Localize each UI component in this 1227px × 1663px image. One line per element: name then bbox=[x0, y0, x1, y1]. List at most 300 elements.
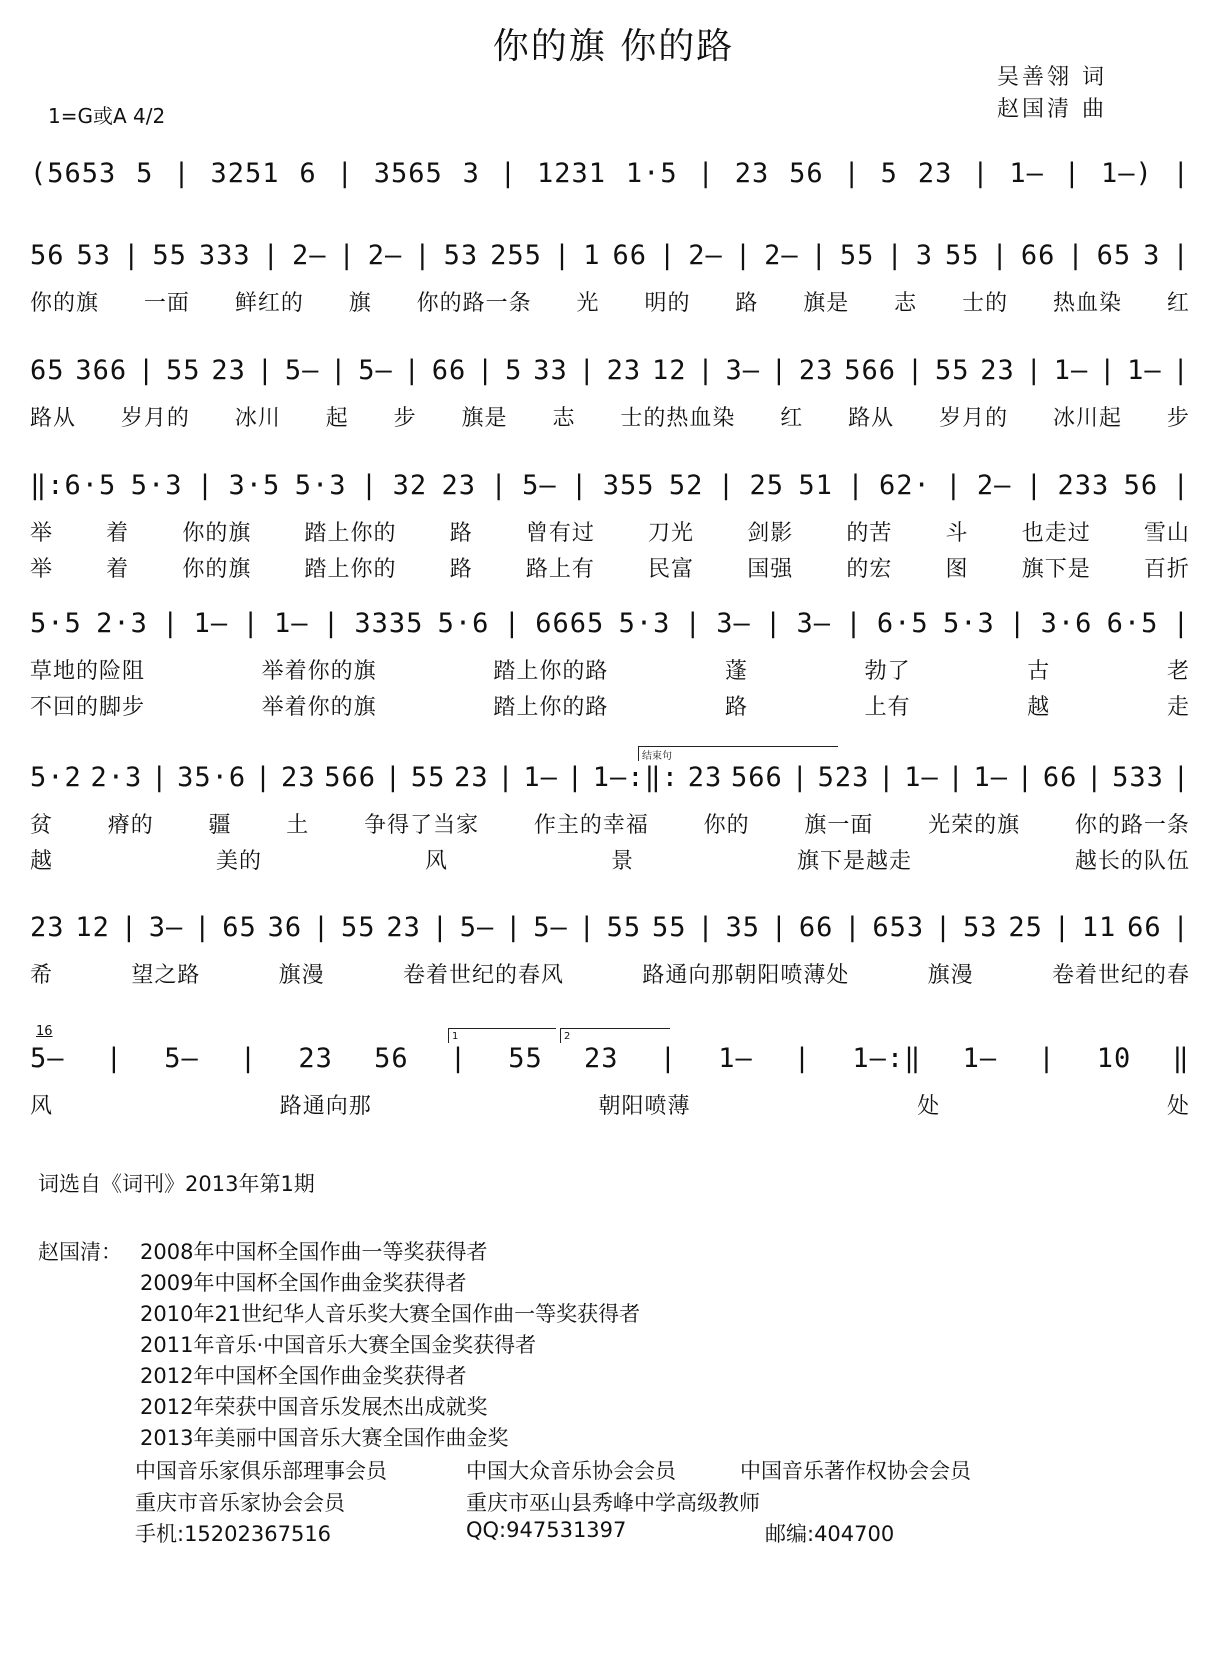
note-group: 23 bbox=[980, 355, 1015, 386]
lyric-word: 你的旗 bbox=[30, 291, 100, 316]
note-group: 1— bbox=[904, 762, 939, 793]
lyric-verse-1 bbox=[30, 654, 1190, 685]
barline: | bbox=[1172, 608, 1190, 639]
note-group: 5 bbox=[505, 355, 523, 386]
note-group: 566 bbox=[731, 762, 783, 793]
barline: | bbox=[137, 355, 156, 386]
note-group: 566 bbox=[324, 762, 377, 793]
barline: | bbox=[449, 1043, 468, 1074]
barline: ‖:6·5 bbox=[30, 470, 117, 501]
lyric-word: 红 bbox=[780, 406, 804, 431]
barline: | bbox=[906, 355, 925, 386]
note-group: 1— bbox=[718, 1043, 753, 1074]
award-line: 2013年美丽中国音乐大赛全国作曲金奖 bbox=[140, 1426, 509, 1450]
barline: | bbox=[151, 762, 169, 793]
barline: | bbox=[934, 912, 953, 943]
note-group: 1— bbox=[1009, 158, 1044, 189]
notation-line bbox=[30, 912, 1190, 943]
lyric-word: 士的热血染 bbox=[620, 406, 736, 431]
lyric-word: 民富 bbox=[648, 557, 695, 582]
barline: | bbox=[697, 912, 715, 943]
note-group: 1231 bbox=[536, 158, 606, 189]
lyric-word: 勃了 bbox=[864, 659, 911, 684]
composer-credit: 赵国清 曲 bbox=[997, 97, 1107, 122]
note-group: 5— bbox=[164, 1043, 199, 1074]
note-group: 2— bbox=[291, 240, 327, 271]
lyric-word: 旗一面 bbox=[804, 813, 874, 838]
barline: | bbox=[717, 470, 736, 501]
lyric-word: 光荣的旗 bbox=[928, 813, 1021, 838]
note-group: 23 bbox=[30, 912, 65, 943]
lyric-word: 旗是 bbox=[803, 291, 850, 316]
notation-line bbox=[30, 355, 1190, 386]
lyric-word: 冰川 bbox=[234, 406, 281, 431]
lyric-word: 百折 bbox=[1143, 557, 1190, 582]
note-group: 66 bbox=[1127, 912, 1162, 943]
lyric-word: 国强 bbox=[747, 557, 794, 582]
lyric-word: 红 bbox=[1166, 291, 1190, 316]
lyric-word: 的宏 bbox=[846, 557, 893, 582]
note-group: 56 bbox=[374, 1043, 409, 1074]
postcode: 邮编:404700 bbox=[765, 1522, 895, 1546]
lyric-word: 处 bbox=[1166, 1094, 1190, 1119]
note-group: 23 bbox=[280, 762, 316, 793]
membership: 中国音乐家俱乐部理事会员 bbox=[135, 1459, 387, 1483]
lyric-word: 路 bbox=[724, 695, 748, 720]
award-line: 2008年中国杯全国作曲一等奖获得者 bbox=[140, 1240, 488, 1264]
note-group: 55 bbox=[166, 355, 201, 386]
note-group: 5— bbox=[358, 355, 393, 386]
barline: | bbox=[945, 470, 963, 501]
lyric-word: 曾有过 bbox=[525, 521, 595, 546]
lyric-verse-2 bbox=[30, 844, 1190, 875]
lyric-word: 鲜红的 bbox=[234, 291, 304, 316]
note-group: 2— bbox=[976, 470, 1012, 501]
barline: | bbox=[162, 608, 180, 639]
note-group: 66 bbox=[1020, 240, 1056, 271]
barline: | bbox=[503, 608, 521, 639]
barline: | bbox=[886, 240, 904, 271]
teacher-title: 重庆市巫山县秀峰中学高级教师 bbox=[466, 1491, 760, 1515]
volta-second-ending bbox=[560, 1028, 670, 1043]
lyric-word: 朝阳喷薄 bbox=[598, 1094, 691, 1119]
lyric-word: 刀光 bbox=[648, 521, 695, 546]
barline: | bbox=[566, 762, 584, 793]
barline: | bbox=[330, 355, 348, 386]
barline: | bbox=[770, 355, 789, 386]
barline: | bbox=[105, 1043, 123, 1074]
award-line: 2012年荣获中国音乐发展杰出成就奖 bbox=[140, 1395, 488, 1419]
note-group: 23 bbox=[917, 158, 953, 189]
note-group: 5 bbox=[880, 158, 898, 189]
membership: 中国音乐著作权协会会员 bbox=[740, 1459, 971, 1483]
note-group: 11 bbox=[1081, 912, 1117, 943]
note-group: 23 bbox=[298, 1043, 333, 1074]
barline: | bbox=[947, 762, 965, 793]
note-group: 1— bbox=[1127, 355, 1162, 386]
key-signature: 1=G或A 4/2 bbox=[48, 104, 166, 128]
note-group: 55 bbox=[652, 912, 687, 943]
lyric-word: 一面 bbox=[143, 291, 190, 316]
lyric-word: 志 bbox=[552, 406, 576, 431]
award-line: 2009年中国杯全国作曲金奖获得者 bbox=[140, 1271, 467, 1295]
score-system bbox=[30, 240, 1190, 350]
lyric-word: 贫 bbox=[30, 813, 54, 838]
barline: | bbox=[322, 608, 341, 639]
note-group: 2— bbox=[688, 240, 723, 271]
barline: | bbox=[847, 470, 865, 501]
note-group: 55 bbox=[934, 355, 970, 386]
lyric-word: 光 bbox=[576, 291, 600, 316]
lyric-word: 步 bbox=[1166, 406, 1190, 431]
lyric-word: 着 bbox=[106, 557, 130, 582]
barline: | bbox=[497, 762, 515, 793]
end-phrase-bracket bbox=[638, 746, 838, 761]
barline: | bbox=[1025, 355, 1043, 386]
note-group: 3— bbox=[796, 608, 832, 639]
lyric-word: 土 bbox=[286, 813, 310, 838]
lyric-word: 争得了当家 bbox=[364, 813, 480, 838]
barline: | bbox=[810, 240, 828, 271]
note-group: 66 bbox=[798, 912, 834, 943]
lyric-word: 你的路一条 bbox=[416, 291, 532, 316]
volta-second-number: 2 bbox=[564, 1031, 571, 1042]
lyric-word: 踏上你的 bbox=[304, 557, 397, 582]
note-group: 25 bbox=[749, 470, 784, 501]
barline: | bbox=[1038, 1043, 1056, 1074]
note-group: 32 bbox=[392, 470, 428, 501]
note-group: 6·5 bbox=[876, 608, 929, 639]
end-phrase-label: 结束句 bbox=[642, 751, 672, 762]
note-group: 55 bbox=[606, 912, 642, 943]
lyric-word: 路通向那 bbox=[279, 1094, 372, 1119]
note-group: 3251 bbox=[210, 158, 280, 189]
lyric-word: 踏上你的 bbox=[304, 521, 397, 546]
barline: | bbox=[256, 355, 274, 386]
lyric-word: 明的 bbox=[644, 291, 691, 316]
note-group: 5— bbox=[30, 1043, 65, 1074]
note-group: 12 bbox=[75, 912, 110, 943]
lyric-word: 希 bbox=[30, 963, 54, 988]
note-group: 23 bbox=[386, 912, 421, 943]
barline: | bbox=[499, 158, 518, 189]
membership: 重庆市音乐家协会会员 bbox=[135, 1491, 345, 1515]
note-group: 3— bbox=[716, 608, 751, 639]
lyric-word: 路从 bbox=[848, 406, 895, 431]
note-group: 255 bbox=[490, 240, 542, 271]
barline: | bbox=[1086, 762, 1104, 793]
barline: 1—:‖ bbox=[852, 1043, 922, 1074]
note-group: 5·5 bbox=[30, 608, 82, 639]
lyric-verse-1 bbox=[30, 808, 1190, 839]
lyric-word: 举 bbox=[30, 521, 54, 546]
barline: | bbox=[684, 608, 702, 639]
note-group: 3565 bbox=[373, 158, 443, 189]
barline: | bbox=[793, 1043, 812, 1074]
note-group: 1·5 bbox=[625, 158, 678, 189]
barline: | bbox=[1009, 608, 1027, 639]
note-group: 56 bbox=[789, 158, 824, 189]
lyric-word: 雪山 bbox=[1143, 521, 1190, 546]
volta-first-ending bbox=[448, 1028, 556, 1043]
qq-number: QQ:947531397 bbox=[466, 1518, 627, 1542]
barline: | bbox=[123, 240, 141, 271]
barline: | bbox=[1025, 470, 1044, 501]
notation-line bbox=[30, 1043, 1190, 1074]
lyric-word: 作主的幸福 bbox=[533, 813, 649, 838]
lyric-word: 岁月的 bbox=[120, 406, 190, 431]
note-group: 55 bbox=[341, 912, 376, 943]
lyric-word: 路 bbox=[449, 521, 473, 546]
lyric-verse-1 bbox=[30, 516, 1190, 547]
barline: | bbox=[414, 240, 432, 271]
lyric-word: 岁月的 bbox=[939, 406, 1009, 431]
volta-first-number: 1 bbox=[452, 1031, 459, 1042]
lyric-word: 蓬 bbox=[724, 659, 748, 684]
note-group: 5·3 bbox=[618, 608, 671, 639]
barline: 1—:‖: bbox=[592, 762, 679, 793]
lyric-word: 路从 bbox=[30, 406, 77, 431]
barline: | bbox=[844, 912, 862, 943]
lyric-word: 不回的脚步 bbox=[30, 695, 146, 720]
note-group: 3·5 bbox=[228, 470, 281, 501]
note-group: 1— bbox=[1053, 355, 1089, 386]
notation-line bbox=[30, 608, 1190, 639]
note-group: 53 bbox=[443, 240, 479, 271]
lyric-word: 越 bbox=[1027, 695, 1051, 720]
note-group: 5— bbox=[459, 912, 495, 943]
score-system bbox=[30, 912, 1190, 1022]
barline: | bbox=[659, 240, 677, 271]
barline: | bbox=[194, 912, 212, 943]
lyric-word: 踏上你的路 bbox=[493, 659, 609, 684]
note-group: 566 bbox=[844, 355, 897, 386]
lyric-word: 踏上你的路 bbox=[493, 695, 609, 720]
note-group: 55 bbox=[945, 240, 980, 271]
note-group: (5653 bbox=[30, 158, 117, 189]
barline: | bbox=[991, 240, 1009, 271]
page-title: 你的旗 你的路 bbox=[492, 26, 735, 67]
note-group: 5·3 bbox=[294, 470, 347, 501]
note-group: 23 bbox=[734, 158, 770, 189]
barline: | bbox=[360, 470, 379, 501]
note-group: 65 bbox=[1096, 240, 1132, 271]
note-group: 12 bbox=[652, 355, 687, 386]
lyric-word: 疆 bbox=[208, 813, 232, 838]
note-group: 2·3 bbox=[96, 608, 148, 639]
notation-line bbox=[30, 240, 1190, 271]
notation-line bbox=[30, 158, 1190, 189]
lyric-word: 步 bbox=[393, 406, 417, 431]
barline: | bbox=[697, 158, 715, 189]
lyric-word: 你的旗 bbox=[182, 557, 252, 582]
lyric-verse-1 bbox=[30, 286, 1190, 317]
note-group: 2·3 bbox=[90, 762, 143, 793]
lyric-word: 你的路一条 bbox=[1074, 813, 1190, 838]
score-system bbox=[30, 762, 1190, 872]
barline: | bbox=[1063, 158, 1082, 189]
lyric-word: 举 bbox=[30, 557, 54, 582]
lyric-word: 风 bbox=[30, 1094, 54, 1119]
note-group: 233 bbox=[1057, 470, 1110, 501]
barline: | bbox=[196, 470, 215, 501]
note-group: 3 bbox=[462, 158, 480, 189]
lyric-word: 瘠的 bbox=[107, 813, 154, 838]
note-group: 653 bbox=[872, 912, 925, 943]
barline: | bbox=[1099, 355, 1117, 386]
note-group: 65 bbox=[222, 912, 257, 943]
note-group: 56 bbox=[1123, 470, 1159, 501]
score-system bbox=[30, 470, 1190, 580]
note-group: 51 bbox=[798, 470, 833, 501]
note-group: 33 bbox=[533, 355, 568, 386]
lyric-word: 路通向那朝阳喷薄处 bbox=[642, 963, 850, 988]
notation-line bbox=[30, 470, 1190, 501]
note-group: 3 bbox=[1143, 240, 1161, 271]
note-group: 355 bbox=[602, 470, 655, 501]
lyric-word: 旗漫 bbox=[278, 963, 325, 988]
lyric-word: 士的 bbox=[962, 291, 1009, 316]
lyric-word: 卷着世纪的春 bbox=[1051, 963, 1190, 988]
barline: | bbox=[845, 608, 863, 639]
barline: | bbox=[242, 608, 260, 639]
lyric-word: 走 bbox=[1166, 695, 1190, 720]
lyric-word: 热血染 bbox=[1052, 291, 1122, 316]
note-group: 56 bbox=[30, 240, 65, 271]
lyrics-source: 词选自《词刊》2013年第1期 bbox=[38, 1172, 315, 1196]
note-group: 5— bbox=[533, 912, 568, 943]
barline: | bbox=[765, 608, 783, 639]
barline: | bbox=[120, 912, 138, 943]
note-group: 62· bbox=[879, 470, 931, 501]
note-group: 533 bbox=[1112, 762, 1164, 793]
lyric-word: 古 bbox=[1027, 659, 1051, 684]
note-group: 1 bbox=[583, 240, 601, 271]
barline: | bbox=[553, 240, 572, 271]
note-group: 3— bbox=[148, 912, 184, 943]
award-line: 2010年21世纪华人音乐奖大赛全国作曲一等奖获得者 bbox=[140, 1302, 641, 1326]
barline: | bbox=[1172, 470, 1190, 501]
note-group: 333 bbox=[198, 240, 251, 271]
lyric-word: 志 bbox=[894, 291, 918, 316]
note-group: 53 bbox=[963, 912, 998, 943]
barline: | bbox=[734, 240, 753, 271]
note-group: 23 bbox=[606, 355, 642, 386]
note-group: 55 bbox=[410, 762, 446, 793]
lyric-word: 草地的险阻 bbox=[30, 659, 146, 684]
lyric-word: 路上有 bbox=[525, 557, 595, 582]
barline: | bbox=[173, 158, 191, 189]
lyricist-credit: 吴善翎 词 bbox=[997, 65, 1107, 90]
barline: | bbox=[1053, 912, 1071, 943]
note-group: 23 bbox=[798, 355, 834, 386]
note-group: 52 bbox=[668, 470, 704, 501]
note-group: 10 bbox=[1096, 1043, 1132, 1074]
note-group: 1—) bbox=[1100, 158, 1153, 189]
note-group: 3·6 bbox=[1040, 608, 1093, 639]
lyric-word: 举着你的旗 bbox=[261, 695, 377, 720]
lyric-word: 旗下是 bbox=[1021, 557, 1091, 582]
lyric-word: 望之路 bbox=[131, 963, 201, 988]
lyric-word: 越 bbox=[30, 849, 54, 874]
barline: | bbox=[1172, 240, 1190, 271]
lyric-word: 起 bbox=[325, 406, 349, 431]
note-group: 523 bbox=[817, 762, 870, 793]
lyric-word: 上有 bbox=[864, 695, 911, 720]
barline: | bbox=[403, 355, 421, 386]
note-group: 36 bbox=[267, 912, 303, 943]
barline: | bbox=[239, 1043, 258, 1074]
lyric-word: 路 bbox=[735, 291, 759, 316]
note-group: 5— bbox=[284, 355, 320, 386]
note-group: 5 bbox=[136, 158, 154, 189]
award-line: 2011年音乐·中国音乐大赛全国金奖获得者 bbox=[140, 1333, 537, 1357]
lyric-word: 卷着世纪的春风 bbox=[402, 963, 564, 988]
lyric-verse-2 bbox=[30, 690, 1190, 721]
note-group: 3— bbox=[725, 355, 760, 386]
grace-note: 16 bbox=[36, 1024, 53, 1039]
note-group: 2— bbox=[367, 240, 403, 271]
lyric-word: 旗是 bbox=[461, 406, 508, 431]
note-group: 35·6 bbox=[177, 762, 247, 793]
barline: | bbox=[791, 762, 809, 793]
note-group: 3335 bbox=[354, 608, 424, 639]
membership: 中国大众音乐协会会员 bbox=[466, 1459, 676, 1483]
note-group: 3 bbox=[915, 240, 933, 271]
note-group: 23 bbox=[687, 762, 723, 793]
score-system bbox=[30, 608, 1190, 718]
note-group: 5— bbox=[522, 470, 557, 501]
note-group: 6665 bbox=[535, 608, 605, 639]
lyric-word: 旗下是越走 bbox=[796, 849, 912, 874]
note-group: 53 bbox=[76, 240, 112, 271]
note-group: 23 bbox=[584, 1043, 619, 1074]
note-group: 6 bbox=[299, 158, 317, 189]
barline: | bbox=[843, 158, 861, 189]
note-group: 1— bbox=[973, 762, 1009, 793]
lyric-word: 越长的队伍 bbox=[1074, 849, 1190, 874]
note-group: 2— bbox=[764, 240, 799, 271]
lyric-word: 也走过 bbox=[1021, 521, 1091, 546]
lyric-word: 旗漫 bbox=[927, 963, 974, 988]
note-group: 55 bbox=[839, 240, 875, 271]
lyric-word: 剑影 bbox=[747, 521, 794, 546]
lyric-word: 路 bbox=[449, 557, 473, 582]
lyric-word: 冰川起 bbox=[1052, 406, 1122, 431]
lyric-word: 的苦 bbox=[846, 521, 893, 546]
lyric-word: 处 bbox=[917, 1094, 941, 1119]
barline: | bbox=[1016, 762, 1035, 793]
note-group: 23 bbox=[454, 762, 489, 793]
barline: | bbox=[1172, 762, 1190, 793]
note-group: 55 bbox=[152, 240, 187, 271]
barline: | bbox=[477, 355, 495, 386]
barline: | bbox=[338, 240, 356, 271]
score-system bbox=[30, 1043, 1190, 1153]
barline: | bbox=[312, 912, 331, 943]
barline: | bbox=[571, 470, 589, 501]
barline: | bbox=[770, 912, 789, 943]
lyric-word: 图 bbox=[945, 557, 969, 582]
barline: | bbox=[578, 912, 596, 943]
lyric-verse-1 bbox=[30, 1089, 1190, 1120]
note-group: 1— bbox=[962, 1043, 998, 1074]
note-group: 55 bbox=[508, 1043, 543, 1074]
lyric-word: 举着你的旗 bbox=[261, 659, 377, 684]
award-line: 2012年中国杯全国作曲金奖获得者 bbox=[140, 1364, 467, 1388]
barline: | bbox=[254, 762, 273, 793]
note-group: 5·6 bbox=[437, 608, 490, 639]
